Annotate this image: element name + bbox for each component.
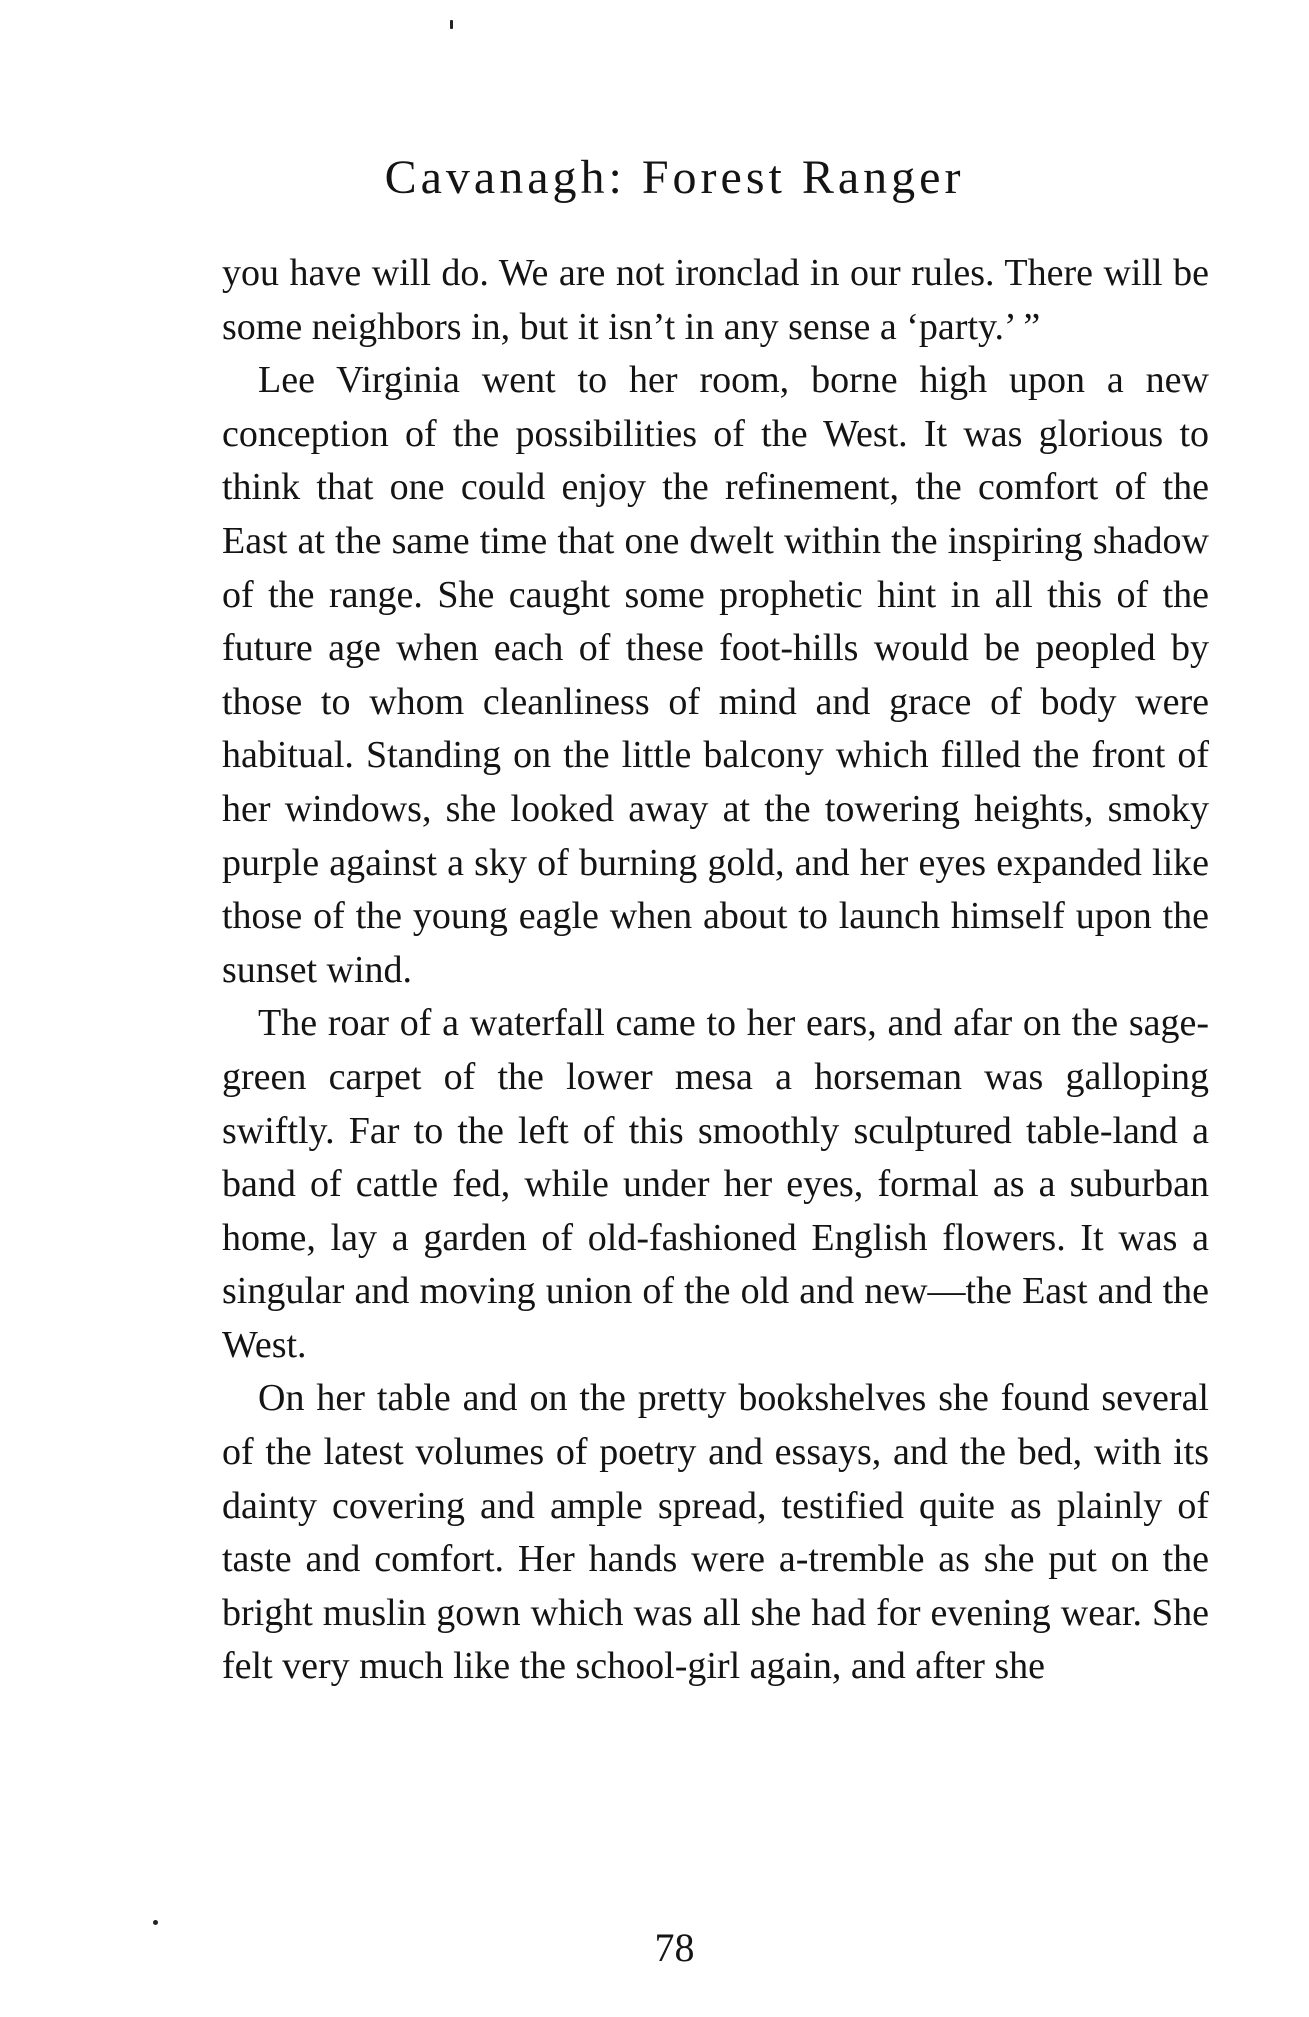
paragraph-continued: you have will do. We are not ironclad in our rules. There will be some neighbors in, but it isn’t in any sense a ‘party.’ ” <box>222 252 1209 348</box>
print-speck <box>450 20 453 29</box>
print-speck <box>153 1920 158 1925</box>
body-text <box>222 247 1209 1694</box>
paragraph: On her table and on the pretty bookshelves she found several of the latest volumes of poetry and essays, and the bed, with its dainty covering and ample spread, testified quite as plainly of taste and comfort. Her hands were a-tremble as she put on the bright muslin gown which was all she had for evening wear. She felt very much like the school-girl again, and after she <box>222 1377 1209 1688</box>
paragraph: The roar of a waterfall came to her ears, and afar on the sage-green carpet of the lower mesa a horseman was galloping swiftly. Far to the left of this smoothly sculptured table-land a band of cattle fed, while under her eyes, formal as a suburban home, lay a garden of old-fashioned English flowers. It was a singular and moving union of the old and new—the East and the West. <box>222 1002 1209 1366</box>
paragraph: Lee Virginia went to her room, borne high upon a new conception of the possibilities of the West. It was glorious to think that one could enjoy the refinement, the comfort of the East at the same time that one dwelt within the inspiring shadow of the range. She caught some prophetic hint in all this of the future age when each of these foot-hills would be peopled by those to whom cleanliness of mind and grace of body were habitual. Standing on the little balcony which filled the front of her windows, she looked away at the towering heights, smoky purple against a sky of burning gold, and her eyes expanded like those of the young eagle when about to launch himself upon the sunset wind. <box>222 359 1209 991</box>
page-number: 78 <box>654 1925 695 1970</box>
running-head: Cavanagh: Forest Ranger <box>384 151 965 204</box>
